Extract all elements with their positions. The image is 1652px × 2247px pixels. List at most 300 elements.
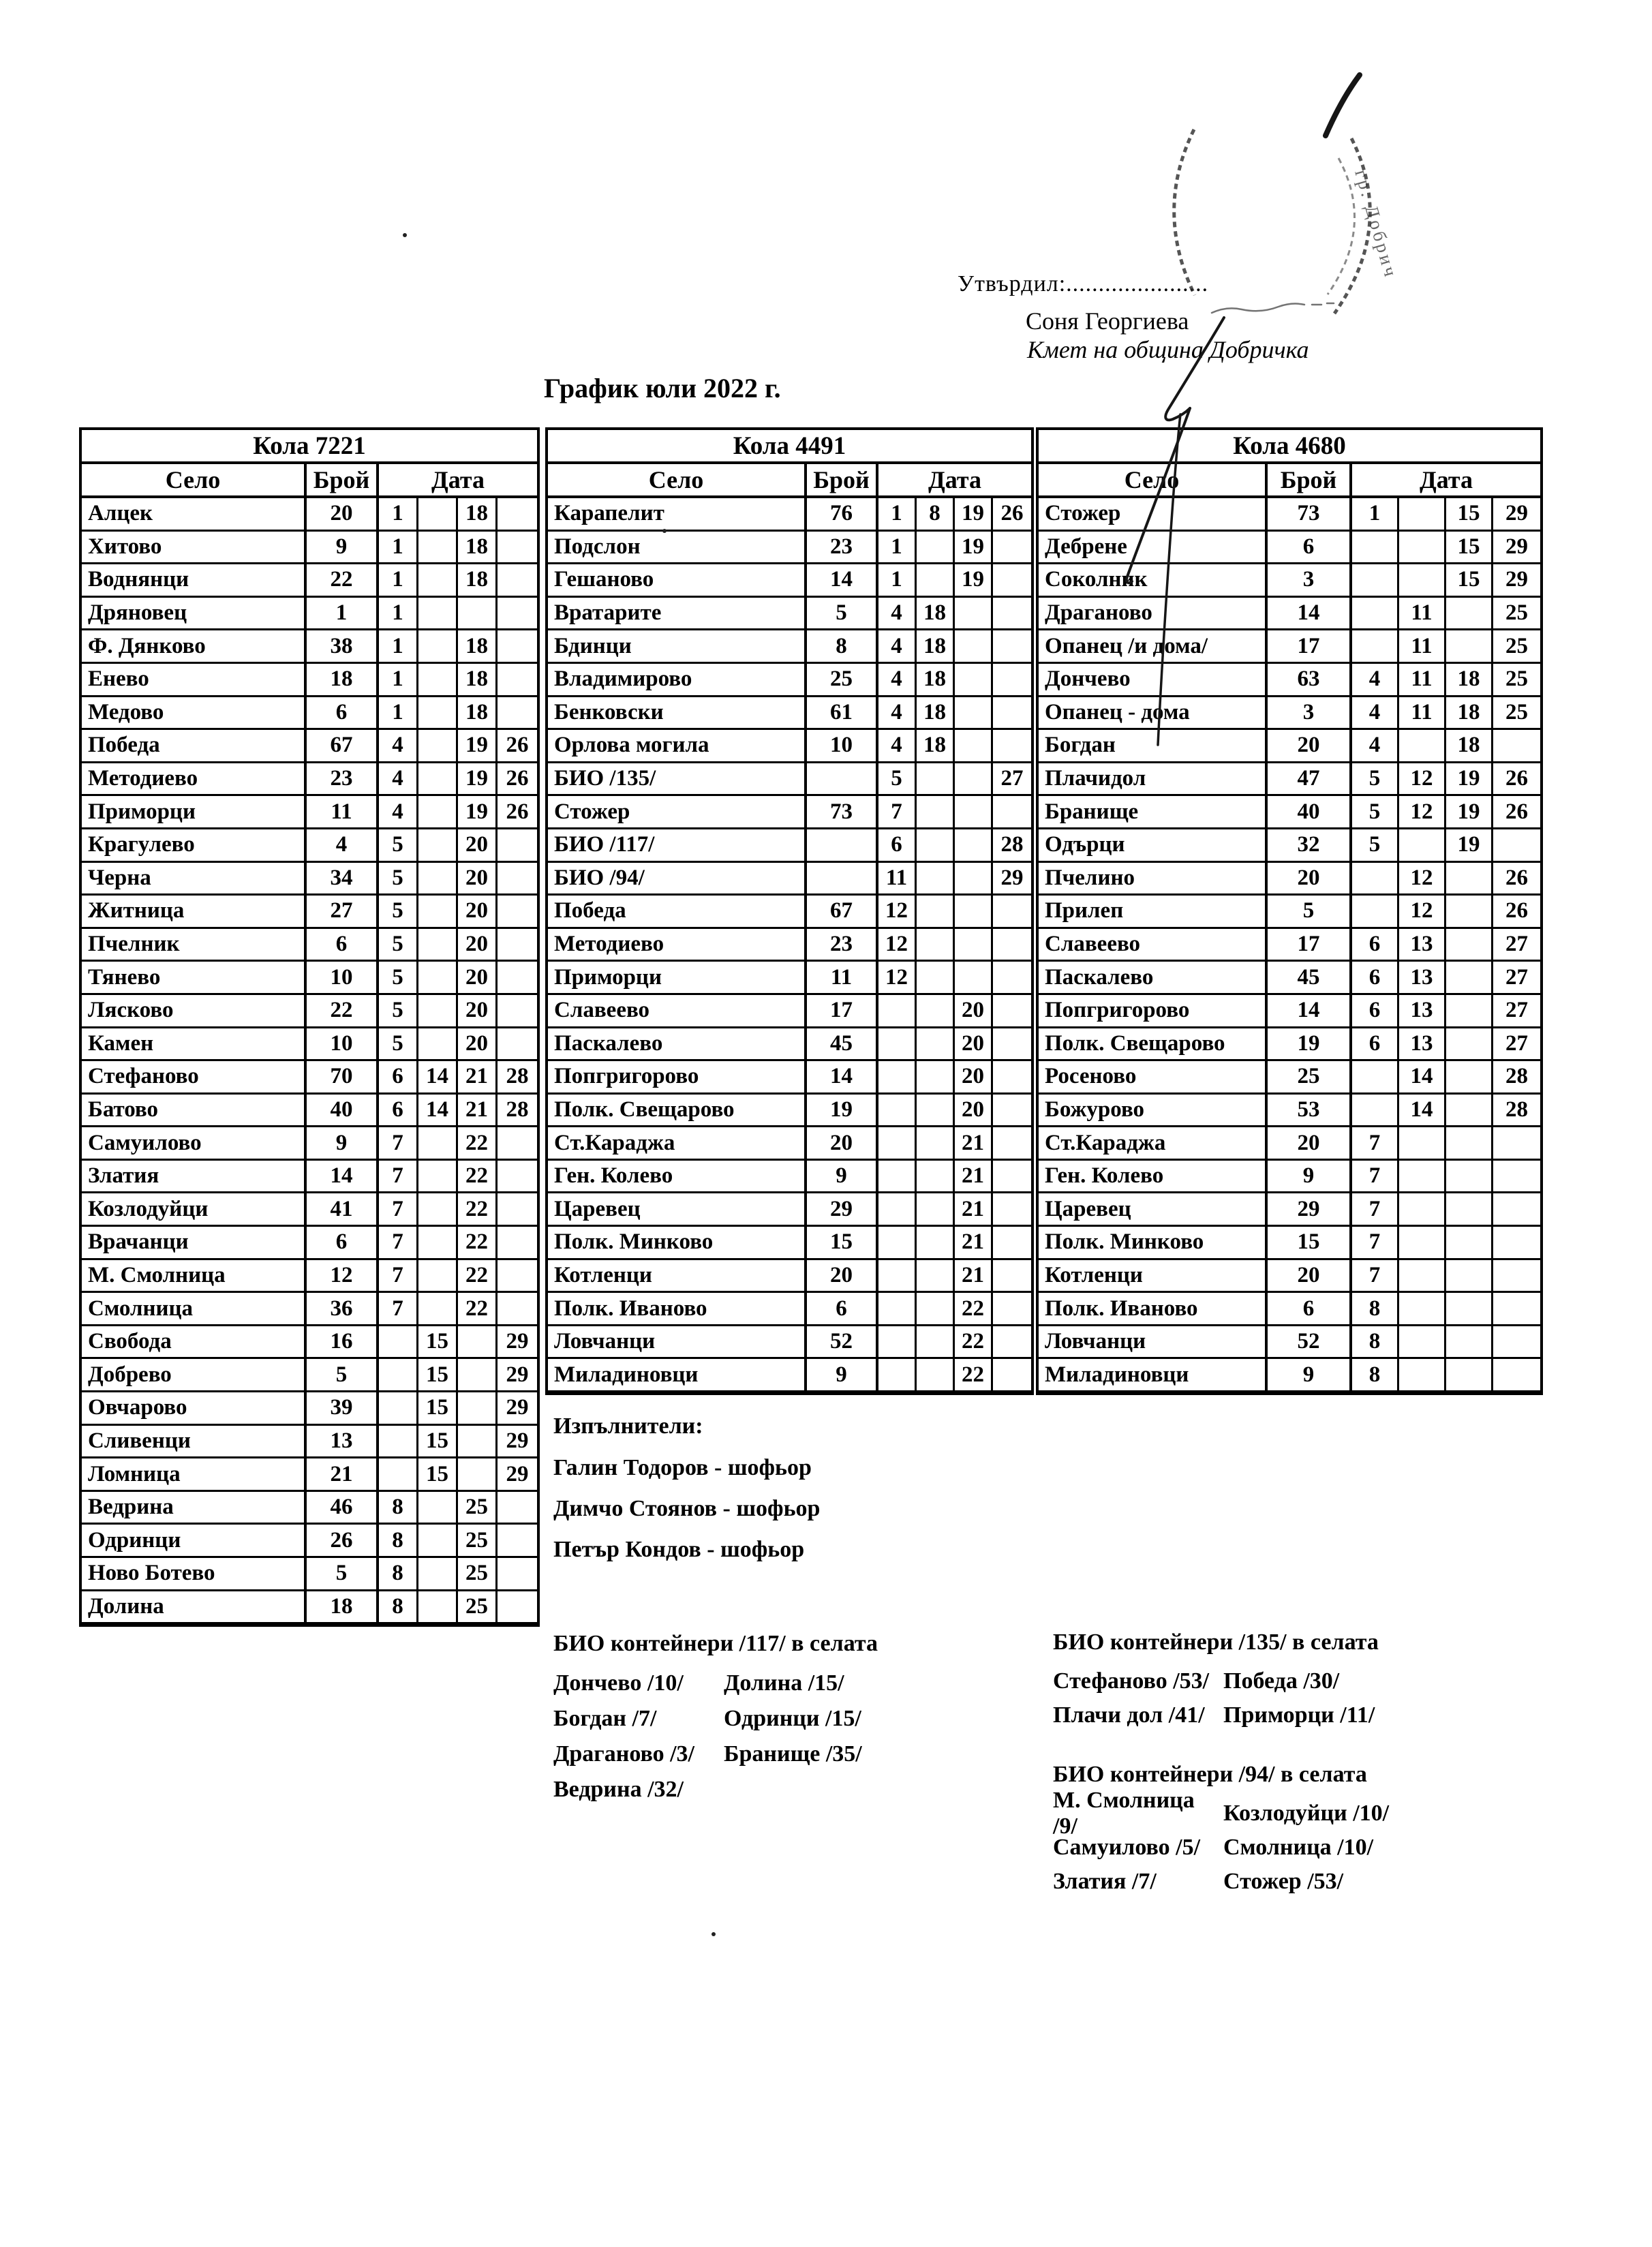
- date-cell: [1446, 929, 1493, 962]
- bio-village-item: Богдан /7/: [553, 1706, 657, 1731]
- village-cell: Паскалево: [548, 1028, 807, 1062]
- date-cell: 28: [498, 1095, 537, 1128]
- village-cell: Царевец: [1039, 1193, 1268, 1227]
- date-cell: 8: [917, 498, 955, 532]
- page-title: График юли 2022 г.: [544, 373, 781, 403]
- column-header-count: Брой: [1268, 464, 1352, 498]
- date-cell: 5: [379, 995, 418, 1028]
- date-cell: [993, 1227, 1031, 1260]
- date-cell: 18: [458, 498, 498, 532]
- table-caption: Кола 7221: [82, 430, 537, 464]
- bio-village-item: Одринци /15/: [724, 1706, 861, 1731]
- date-cell: [993, 896, 1031, 929]
- count-cell: 20: [807, 1260, 878, 1294]
- date-cell: 25: [458, 1525, 498, 1558]
- count-cell: 18: [307, 1591, 379, 1625]
- count-cell: 3: [1268, 564, 1352, 598]
- village-cell: Полк. Иваново: [1039, 1293, 1268, 1326]
- date-cell: 1: [878, 564, 917, 598]
- village-cell: Добрево: [82, 1359, 307, 1392]
- village-cell: Ст.Караджа: [1039, 1127, 1268, 1161]
- date-cell: [498, 532, 537, 565]
- date-cell: [917, 1193, 955, 1227]
- date-cell: 5: [1352, 796, 1399, 829]
- date-cell: 12: [878, 962, 917, 995]
- date-cell: [418, 1492, 458, 1525]
- count-cell: 45: [807, 1028, 878, 1062]
- village-cell: Смолница: [82, 1293, 307, 1326]
- date-cell: [458, 1326, 498, 1360]
- date-cell: [1493, 1293, 1540, 1326]
- count-cell: 52: [807, 1326, 878, 1360]
- date-cell: [955, 630, 993, 664]
- date-cell: [1446, 1095, 1493, 1128]
- village-cell: Дряновец: [82, 598, 307, 631]
- count-cell: 14: [1268, 598, 1352, 631]
- date-cell: 29: [498, 1359, 537, 1392]
- date-cell: [993, 664, 1031, 697]
- date-cell: [418, 962, 458, 995]
- date-cell: 22: [458, 1227, 498, 1260]
- date-cell: [917, 1095, 955, 1128]
- date-cell: [418, 630, 458, 664]
- date-cell: [418, 532, 458, 565]
- village-cell: Котленци: [1039, 1260, 1268, 1294]
- date-cell: 27: [1493, 1028, 1540, 1062]
- date-cell: [418, 1028, 458, 1062]
- date-cell: [379, 1458, 418, 1492]
- count-cell: 6: [307, 1227, 379, 1260]
- date-cell: 6: [878, 829, 917, 863]
- date-cell: [418, 1591, 458, 1625]
- village-cell: Енево: [82, 664, 307, 697]
- date-cell: 1: [379, 498, 418, 532]
- count-cell: 3: [1268, 697, 1352, 731]
- date-cell: 5: [379, 1028, 418, 1062]
- date-cell: 19: [955, 564, 993, 598]
- date-cell: [418, 1293, 458, 1326]
- date-cell: [1399, 1359, 1446, 1392]
- date-cell: 29: [1493, 498, 1540, 532]
- date-cell: 20: [955, 1028, 993, 1062]
- bio-left-column: [1053, 1664, 1223, 1732]
- village-cell: Ст.Караджа: [548, 1127, 807, 1161]
- date-cell: 5: [1352, 763, 1399, 797]
- village-cell: Приморци: [548, 962, 807, 995]
- date-cell: 26: [498, 796, 537, 829]
- date-cell: 4: [1352, 664, 1399, 697]
- village-cell: Ген. Колево: [548, 1161, 807, 1194]
- date-cell: 6: [1352, 995, 1399, 1028]
- bio-left-column: [553, 1666, 724, 1807]
- date-cell: 1: [1352, 498, 1399, 532]
- date-cell: [993, 532, 1031, 565]
- village-cell: Подслон: [548, 532, 807, 565]
- date-cell: [379, 1392, 418, 1426]
- date-cell: [1399, 1293, 1446, 1326]
- date-cell: 15: [418, 1392, 458, 1426]
- count-cell: 6: [1268, 1293, 1352, 1326]
- village-cell: Стожер: [1039, 498, 1268, 532]
- date-cell: [1446, 863, 1493, 896]
- count-cell: 25: [807, 664, 878, 697]
- date-cell: [418, 995, 458, 1028]
- date-cell: 21: [458, 1061, 498, 1095]
- bio-block-135: [1053, 1626, 1379, 1732]
- count-cell: 15: [1268, 1227, 1352, 1260]
- village-cell: Приморци: [82, 796, 307, 829]
- date-cell: [1493, 1161, 1540, 1194]
- date-cell: [1352, 863, 1399, 896]
- date-cell: [1352, 630, 1399, 664]
- date-cell: [917, 1260, 955, 1294]
- village-cell: Котленци: [548, 1260, 807, 1294]
- count-cell: 12: [307, 1260, 379, 1294]
- village-cell: Методиево: [82, 763, 307, 797]
- count-cell: 61: [807, 697, 878, 731]
- date-cell: 18: [917, 730, 955, 763]
- village-cell: Полк. Свещарово: [548, 1095, 807, 1128]
- count-cell: [807, 863, 878, 896]
- village-cell: Хитово: [82, 532, 307, 565]
- date-cell: 13: [1399, 1028, 1446, 1062]
- date-cell: [418, 796, 458, 829]
- village-cell: Самуилово: [82, 1127, 307, 1161]
- date-cell: 7: [1352, 1161, 1399, 1194]
- count-cell: 11: [307, 796, 379, 829]
- count-cell: 14: [807, 1061, 878, 1095]
- count-cell: 25: [1268, 1061, 1352, 1095]
- date-cell: 25: [1493, 630, 1540, 664]
- village-cell: БИО /135/: [548, 763, 807, 797]
- date-cell: 7: [1352, 1260, 1399, 1294]
- village-cell: Одринци: [82, 1525, 307, 1558]
- count-cell: 67: [307, 730, 379, 763]
- count-cell: 5: [807, 598, 878, 631]
- village-cell: Камен: [82, 1028, 307, 1062]
- date-cell: 19: [458, 763, 498, 797]
- count-cell: 9: [1268, 1359, 1352, 1392]
- count-cell: 15: [807, 1227, 878, 1260]
- date-cell: 8: [1352, 1293, 1399, 1326]
- date-cell: [498, 929, 537, 962]
- date-cell: [993, 1193, 1031, 1227]
- date-cell: 15: [418, 1426, 458, 1459]
- date-cell: [418, 697, 458, 731]
- date-cell: 1: [379, 598, 418, 631]
- date-cell: 15: [1446, 498, 1493, 532]
- date-cell: [498, 1591, 537, 1625]
- stamp-arc-right: [1334, 138, 1370, 314]
- count-cell: 5: [307, 1359, 379, 1392]
- date-cell: [917, 929, 955, 962]
- village-cell: Сливенци: [82, 1426, 307, 1459]
- count-cell: 17: [1268, 630, 1352, 664]
- date-cell: 21: [955, 1127, 993, 1161]
- date-cell: [993, 697, 1031, 731]
- date-cell: 22: [955, 1359, 993, 1392]
- count-cell: 20: [1268, 863, 1352, 896]
- schedule-table-kola-4491: [545, 427, 1034, 1395]
- count-cell: 73: [1268, 498, 1352, 532]
- date-cell: [1399, 498, 1446, 532]
- date-cell: 15: [1446, 564, 1493, 598]
- date-cell: 11: [1399, 630, 1446, 664]
- date-cell: [878, 995, 917, 1028]
- village-cell: Соколник: [1039, 564, 1268, 598]
- count-cell: 32: [1268, 829, 1352, 863]
- count-cell: 14: [807, 564, 878, 598]
- bio-title: БИО контейнери /94/ в селата: [1053, 1762, 1367, 1787]
- date-cell: 14: [418, 1061, 458, 1095]
- count-cell: 70: [307, 1061, 379, 1095]
- date-cell: [458, 1392, 498, 1426]
- date-cell: 21: [955, 1161, 993, 1194]
- date-cell: [917, 1161, 955, 1194]
- date-cell: 26: [1493, 896, 1540, 929]
- date-cell: [917, 1326, 955, 1360]
- date-cell: 5: [379, 929, 418, 962]
- date-cell: [955, 863, 993, 896]
- date-cell: [917, 1028, 955, 1062]
- stamp-arc-right-inner: [1328, 158, 1355, 294]
- date-cell: [1446, 1293, 1493, 1326]
- column-header-date: Дата: [878, 464, 1031, 498]
- count-cell: 19: [1268, 1028, 1352, 1062]
- date-cell: [993, 1061, 1031, 1095]
- village-cell: Одърци: [1039, 829, 1268, 863]
- bio-village-item: Стефаново /53/: [1053, 1668, 1210, 1694]
- count-cell: 26: [307, 1525, 379, 1558]
- date-cell: 19: [458, 796, 498, 829]
- date-cell: [1446, 1028, 1493, 1062]
- count-cell: 73: [807, 796, 878, 829]
- date-cell: 20: [955, 995, 993, 1028]
- date-cell: 4: [379, 730, 418, 763]
- village-cell: Ген. Колево: [1039, 1161, 1268, 1194]
- date-cell: 18: [917, 598, 955, 631]
- date-cell: 22: [955, 1293, 993, 1326]
- date-cell: 28: [993, 829, 1031, 863]
- count-cell: 22: [307, 995, 379, 1028]
- date-cell: 7: [379, 1193, 418, 1227]
- village-cell: Черна: [82, 863, 307, 896]
- date-cell: [917, 1293, 955, 1326]
- approver-name: Соня Георгиева: [1026, 307, 1189, 335]
- date-cell: [498, 829, 537, 863]
- date-cell: 19: [1446, 829, 1493, 863]
- count-cell: 4: [307, 829, 379, 863]
- date-cell: [1399, 1193, 1446, 1227]
- count-cell: 20: [307, 498, 379, 532]
- date-cell: [418, 664, 458, 697]
- date-cell: [1352, 1061, 1399, 1095]
- date-cell: 1: [379, 630, 418, 664]
- date-cell: 8: [379, 1591, 418, 1625]
- date-cell: 18: [1446, 664, 1493, 697]
- date-cell: 15: [1446, 532, 1493, 565]
- date-cell: [418, 929, 458, 962]
- date-cell: [458, 1426, 498, 1459]
- date-cell: [1399, 1161, 1446, 1194]
- date-cell: [993, 598, 1031, 631]
- date-cell: [1493, 829, 1540, 863]
- scan-speck: [712, 1932, 716, 1936]
- village-cell: Дончево: [1039, 664, 1268, 697]
- bio-village-item: Победа /30/: [1223, 1668, 1340, 1694]
- date-cell: 8: [1352, 1326, 1399, 1360]
- date-cell: 18: [1446, 697, 1493, 731]
- date-cell: [498, 664, 537, 697]
- bio-title: БИО контейнери /135/ в селата: [1053, 1630, 1379, 1655]
- date-cell: 29: [1493, 532, 1540, 565]
- date-cell: 11: [1399, 598, 1446, 631]
- count-cell: 6: [1268, 532, 1352, 565]
- date-cell: [498, 995, 537, 1028]
- date-cell: [917, 1061, 955, 1095]
- date-cell: 18: [458, 564, 498, 598]
- village-cell: Драганово: [1039, 598, 1268, 631]
- date-cell: 1: [878, 498, 917, 532]
- count-cell: 46: [307, 1492, 379, 1525]
- date-cell: 7: [1352, 1127, 1399, 1161]
- date-cell: 13: [1399, 962, 1446, 995]
- village-cell: Славеево: [548, 995, 807, 1028]
- date-cell: [993, 1293, 1031, 1326]
- date-cell: 8: [379, 1525, 418, 1558]
- date-cell: 25: [1493, 598, 1540, 631]
- date-cell: [1493, 1227, 1540, 1260]
- date-cell: 22: [458, 1193, 498, 1227]
- bio-title: БИО контейнери /117/ в селата: [553, 1631, 878, 1656]
- date-cell: [1352, 532, 1399, 565]
- date-cell: [993, 796, 1031, 829]
- date-cell: [955, 664, 993, 697]
- date-cell: 8: [379, 1558, 418, 1591]
- date-cell: 26: [498, 730, 537, 763]
- date-cell: 27: [1493, 962, 1540, 995]
- date-cell: [878, 1193, 917, 1227]
- bio-right-column: [1223, 1664, 1375, 1732]
- date-cell: [917, 863, 955, 896]
- date-cell: 28: [498, 1061, 537, 1095]
- date-cell: [1399, 1260, 1446, 1294]
- village-cell: Бдинци: [548, 630, 807, 664]
- date-cell: [993, 1095, 1031, 1128]
- date-cell: [917, 896, 955, 929]
- date-cell: 12: [1399, 796, 1446, 829]
- date-cell: 28: [1493, 1095, 1540, 1128]
- date-cell: [1493, 730, 1540, 763]
- date-cell: [1493, 1326, 1540, 1360]
- date-cell: [993, 1028, 1031, 1062]
- date-cell: [993, 995, 1031, 1028]
- village-cell: Врачанци: [82, 1227, 307, 1260]
- date-cell: [1352, 1095, 1399, 1128]
- date-cell: 18: [458, 630, 498, 664]
- date-cell: 19: [955, 498, 993, 532]
- date-cell: [878, 1227, 917, 1260]
- village-cell: Алцек: [82, 498, 307, 532]
- date-cell: [498, 1227, 537, 1260]
- date-cell: 6: [1352, 929, 1399, 962]
- date-cell: 1: [379, 532, 418, 565]
- date-cell: [418, 1558, 458, 1591]
- drivers-list: [553, 1448, 820, 1570]
- date-cell: [993, 929, 1031, 962]
- village-cell: БИО /117/: [548, 829, 807, 863]
- count-cell: 10: [307, 962, 379, 995]
- date-cell: 1: [379, 564, 418, 598]
- date-cell: [1446, 1359, 1493, 1392]
- count-cell: 6: [307, 697, 379, 731]
- count-cell: 23: [807, 929, 878, 962]
- date-cell: [418, 1193, 458, 1227]
- date-cell: [458, 1359, 498, 1392]
- date-cell: 20: [458, 995, 498, 1028]
- column-header-count: Брой: [807, 464, 878, 498]
- village-cell: Победа: [548, 896, 807, 929]
- village-cell: Бранище: [1039, 796, 1268, 829]
- column-header-village: Село: [1039, 464, 1268, 498]
- executors-block: [553, 1405, 820, 1570]
- date-cell: [1399, 1227, 1446, 1260]
- date-cell: [498, 697, 537, 731]
- bio-block-117: [553, 1627, 878, 1807]
- date-cell: 21: [458, 1095, 498, 1128]
- date-cell: [955, 896, 993, 929]
- date-cell: 27: [1493, 995, 1540, 1028]
- village-cell: Паскалево: [1039, 962, 1268, 995]
- date-cell: [878, 1127, 917, 1161]
- date-cell: [917, 763, 955, 797]
- date-cell: 28: [1493, 1061, 1540, 1095]
- count-cell: 16: [307, 1326, 379, 1360]
- count-cell: 67: [807, 896, 878, 929]
- date-cell: [1399, 1326, 1446, 1360]
- date-cell: 7: [1352, 1227, 1399, 1260]
- date-cell: 20: [458, 863, 498, 896]
- date-cell: [1446, 1127, 1493, 1161]
- date-cell: [418, 1525, 458, 1558]
- date-cell: [878, 1161, 917, 1194]
- village-cell: Полк. Свещарово: [1039, 1028, 1268, 1062]
- date-cell: 4: [1352, 697, 1399, 731]
- date-cell: 5: [379, 896, 418, 929]
- date-cell: [917, 1359, 955, 1392]
- date-cell: [878, 1028, 917, 1062]
- date-cell: 4: [878, 630, 917, 664]
- date-cell: 26: [1493, 796, 1540, 829]
- date-cell: [498, 1193, 537, 1227]
- date-cell: 20: [955, 1095, 993, 1128]
- scan-speck: [403, 233, 407, 237]
- count-cell: 20: [1268, 1127, 1352, 1161]
- village-cell: Божурово: [1039, 1095, 1268, 1128]
- date-cell: 25: [1493, 664, 1540, 697]
- date-cell: [878, 1359, 917, 1392]
- date-cell: 25: [458, 1558, 498, 1591]
- date-cell: [878, 1095, 917, 1128]
- village-cell: Полк. Минково: [548, 1227, 807, 1260]
- date-cell: [1399, 730, 1446, 763]
- date-cell: [1446, 1161, 1493, 1194]
- date-cell: 7: [379, 1127, 418, 1161]
- date-cell: 4: [878, 730, 917, 763]
- bio-right-column: [1223, 1797, 1389, 1899]
- date-cell: 6: [379, 1061, 418, 1095]
- count-cell: 23: [307, 763, 379, 797]
